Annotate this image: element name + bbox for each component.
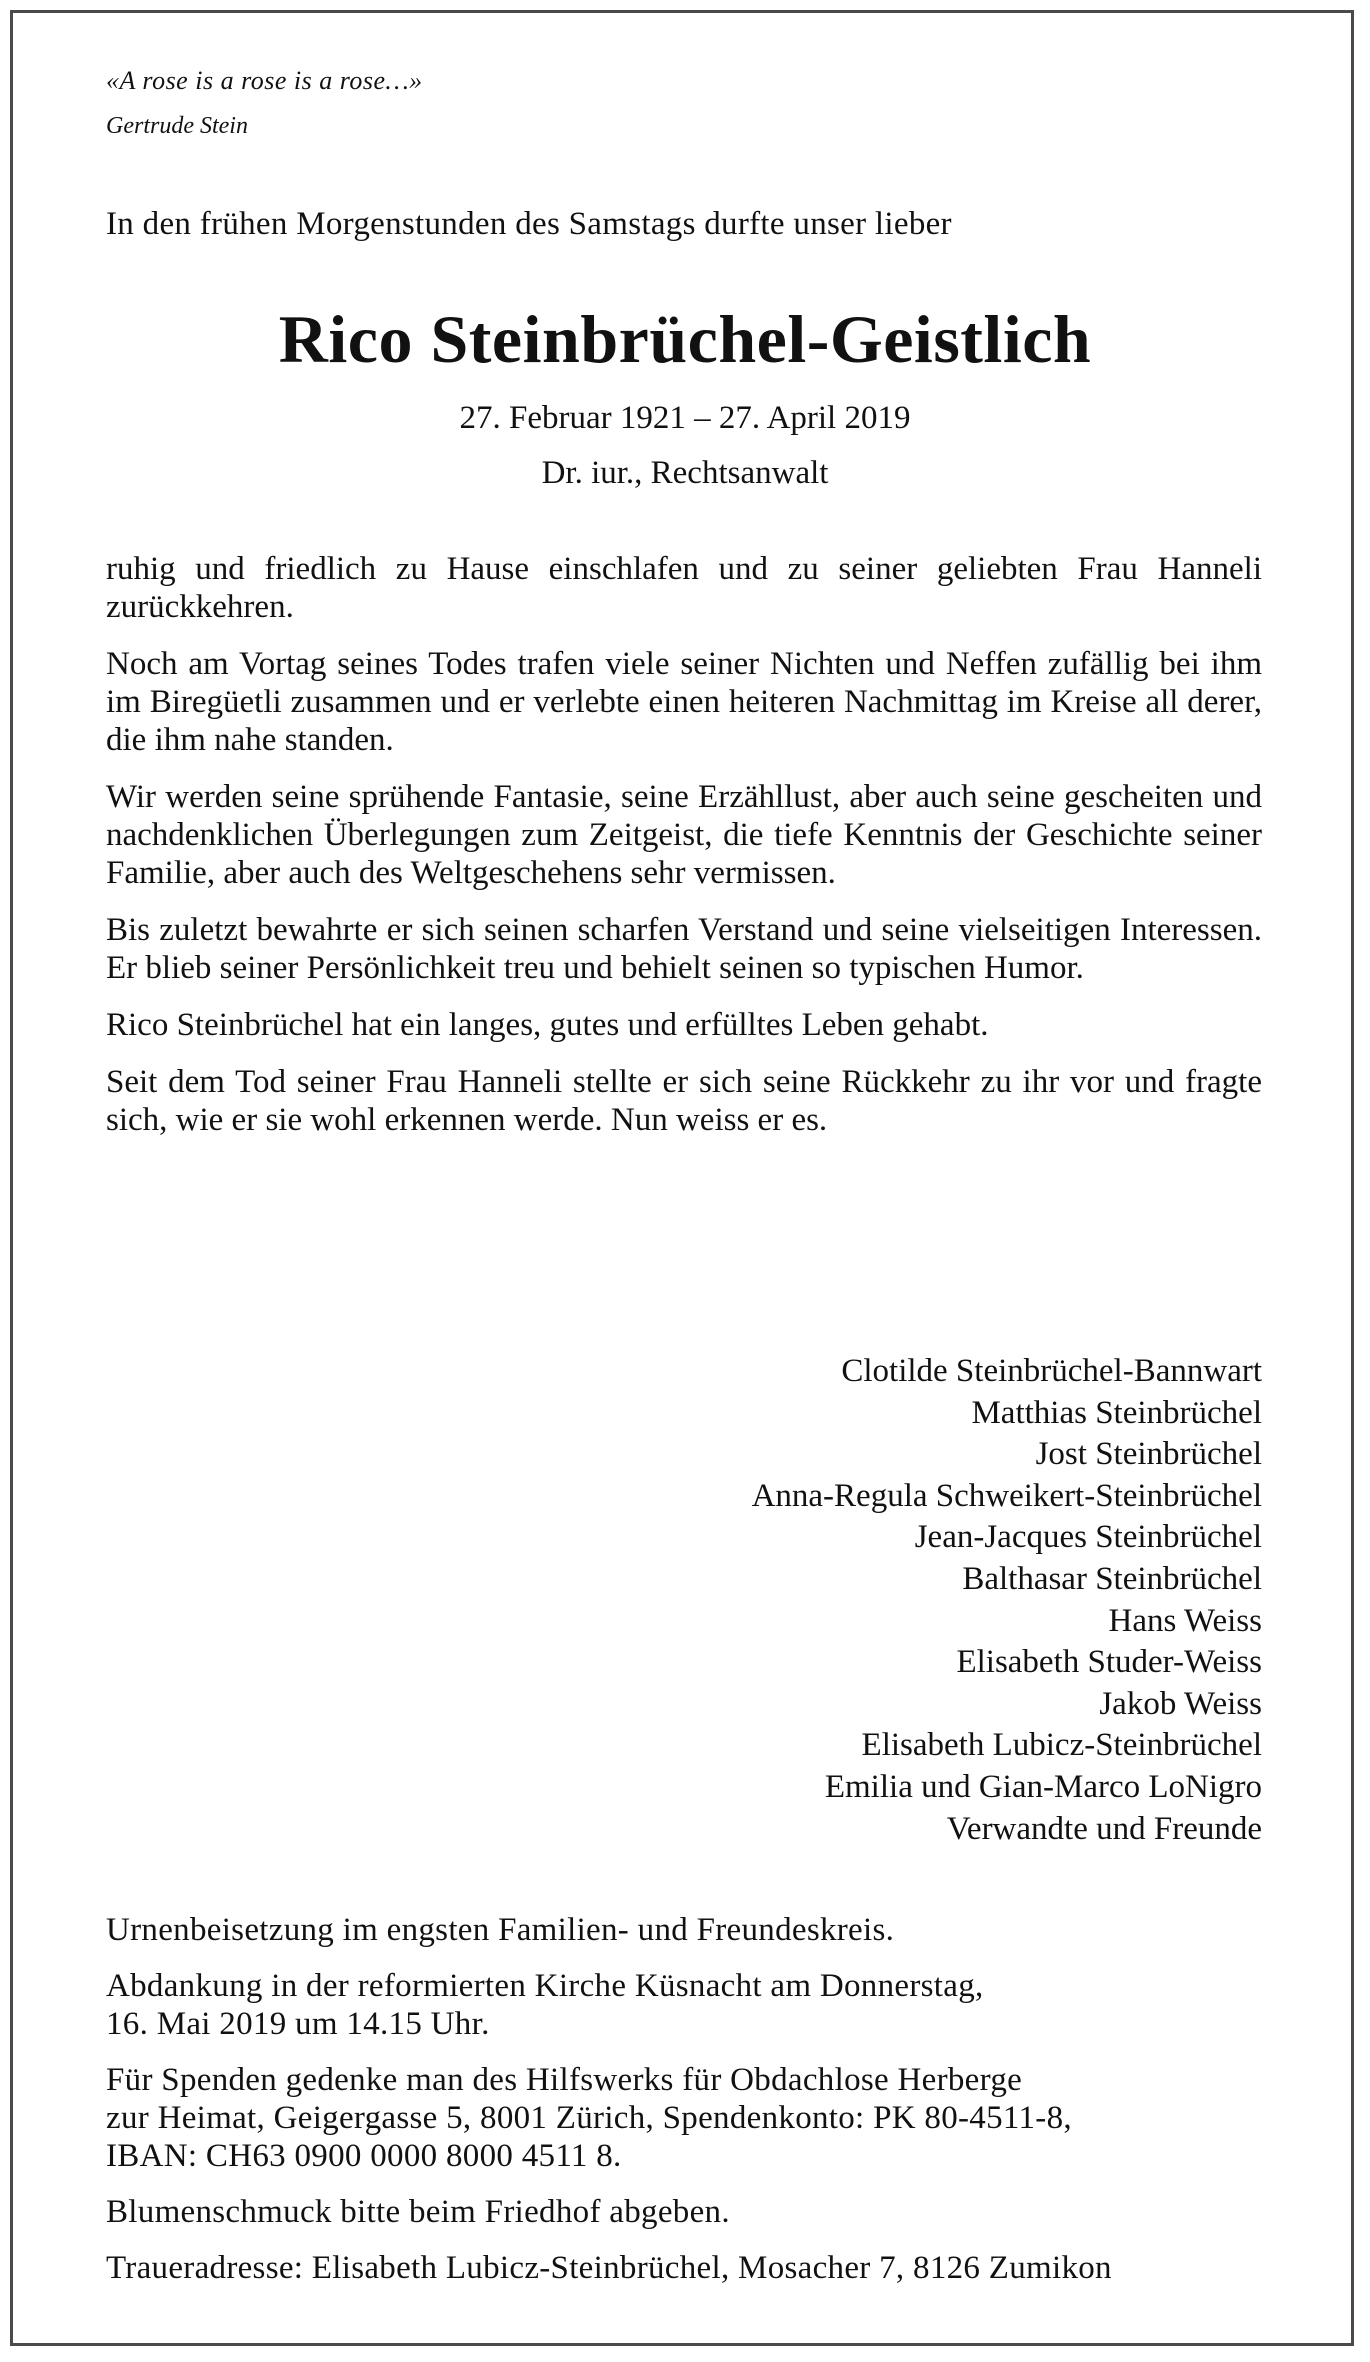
mourner-name: Balthasar Steinbrüchel xyxy=(962,1560,1262,1597)
mourner-name: Hans Weiss xyxy=(1108,1602,1262,1639)
paragraph: Rico Steinbrüchel hat ein langes, gutes und erfülltes Leben gehabt. xyxy=(106,1007,989,1043)
mourners-list xyxy=(106,1351,1262,1850)
paragraph: Bis zuletzt bewahrte er sich seinen scharfen Verstand und seine vielseitigen Interessen. Er blieb seiner Persönlichkeit treu und behielt seinen so typischen Humor. xyxy=(106,912,1262,986)
life-dates: 27. Februar 1921 – 27. April 2019 xyxy=(459,400,911,436)
mourner-name: Jost Steinbrüchel xyxy=(1035,1436,1262,1473)
mourner-name: Clotilde Steinbrüchel-Bannwart xyxy=(841,1353,1262,1389)
mourner-name: Jean-Jacques Steinbrüchel xyxy=(914,1519,1262,1556)
mourner-name: Emilia und Gian-Marco LoNigro xyxy=(824,1768,1262,1805)
paragraph: Seit dem Tod seiner Frau Hanneli stellte er sich seine Rückkehr zu ihr vor und fragte sich, wie er sie wohl erkennen werde. Nun weiss er es. xyxy=(106,1064,1262,1138)
mourner-name: Jakob Weiss xyxy=(1099,1685,1262,1722)
mourner-name: Elisabeth Lubicz-Steinbrüchel xyxy=(861,1727,1262,1764)
paragraph: Wir werden seine sprühende Fantasie, seine Erzähllust, aber auch seine gescheiten und nachdenklichen Überlegungen zum Zeitgeist, die tiefe Kenntnis der Geschichte seiner Familie, aber auch des Weltgeschehens sehr vermissen. xyxy=(106,779,1262,891)
mourner-name: Verwandte und Freunde xyxy=(946,1810,1262,1847)
intro-line: In den frühen Morgenstunden des Samstags durfte unser lieber xyxy=(106,206,952,242)
paragraph: ruhig und friedlich zu Hause einschlafen und zu seiner geliebten Frau Hanneli zurückkehren. xyxy=(106,551,1262,625)
notice-footer xyxy=(106,1911,1262,2305)
mourner-name: Elisabeth Studer-Weiss xyxy=(956,1644,1262,1681)
mourner-name: Anna-Regula Schweikert-Steinbrüchel xyxy=(751,1477,1262,1514)
mourner-name: Matthias Steinbrüchel xyxy=(971,1394,1262,1431)
burial-note: Urnenbeisetzung im engsten Familien- und Freundeskreis. xyxy=(106,1912,895,1948)
paragraph: Noch am Vortag seines Todes trafen viele seiner Nichten und Neffen zufällig bei ihm im Biregüetli zusammen und er verlebte einen heiteren Nachmittag im Kreise all derer, die ihm nahe standen. xyxy=(106,646,1262,758)
donation-note: Für Spenden gedenke man des Hilfswerks für Obdachlose Herberge zur Heimat, Geigergasse 5, 8001 Zürich, Spendenkonto: PK 80-4511-8, IBAN: CH63 0900 0000 8000 4511 8. xyxy=(106,2062,1072,2174)
flowers-note: Blumenschmuck bitte beim Friedhof abgeben. xyxy=(106,2194,730,2230)
epigraph-quote: «A rose is a rose is a rose…» xyxy=(106,66,423,95)
service-note: Abdankung in der reformierten Kirche Küsnacht am Donnerstag, 16. Mai 2019 um 14.15 Uhr. xyxy=(106,1968,984,2042)
obituary-body xyxy=(106,550,1262,1158)
deceased-name: Rico Steinbrüchel-Geistlich xyxy=(278,301,1092,377)
profession-title: Dr. iur., Rechtsanwalt xyxy=(541,455,829,491)
mourning-address: Traueradresse: Elisabeth Lubicz-Steinbrüchel, Mosacher 7, 8126 Zumikon xyxy=(106,2250,1112,2286)
epigraph-author: Gertrude Stein xyxy=(106,113,248,139)
